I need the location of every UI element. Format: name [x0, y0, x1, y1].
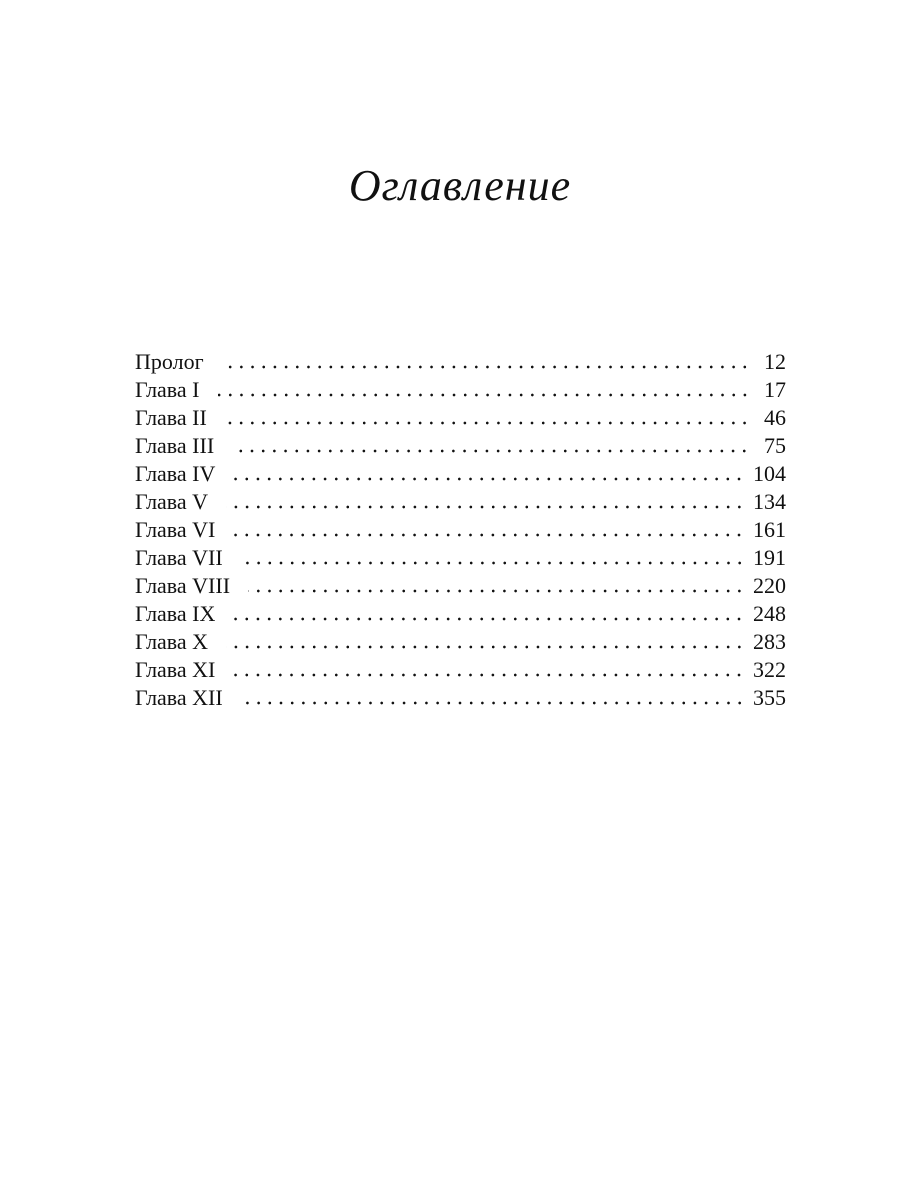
dot-leader	[241, 701, 745, 705]
toc-entry-page: 75	[764, 433, 786, 458]
toc-entry-page: 17	[764, 377, 786, 402]
toc-entry-label: Глава VII	[135, 545, 223, 570]
toc-entry[interactable]	[135, 600, 786, 628]
dot-leader	[225, 421, 750, 425]
toc-entry-label: Глава XII	[135, 685, 223, 710]
toc-entry[interactable]	[135, 376, 786, 404]
toc-entry-label: Глава IX	[135, 601, 216, 626]
dot-leader	[232, 449, 750, 453]
toc-entry-page: 46	[764, 405, 786, 430]
toc-entry-page: 134	[753, 489, 786, 514]
dot-leader	[233, 477, 745, 481]
toc-entry-page: 161	[753, 517, 786, 542]
dot-leader	[226, 505, 745, 509]
dot-leader	[233, 533, 745, 537]
toc-entry-page: 355	[753, 685, 786, 710]
toc-entry-page: 220	[753, 573, 786, 598]
toc-entry-label: Глава XI	[135, 657, 216, 682]
toc-entry-page: 322	[753, 657, 786, 682]
toc-entry-page: 248	[753, 601, 786, 626]
toc-entry-page: 12	[764, 349, 786, 374]
dot-leader	[222, 365, 750, 369]
toc-entry[interactable]	[135, 348, 786, 376]
toc-entry[interactable]	[135, 572, 786, 600]
toc-entry[interactable]	[135, 684, 786, 712]
toc-entry-page: 191	[753, 545, 786, 570]
toc-entry[interactable]	[135, 656, 786, 684]
toc-entry-label: Глава IV	[135, 461, 216, 486]
toc-entry-page: 104	[753, 461, 786, 486]
dot-leader	[241, 561, 745, 565]
dot-leader	[218, 393, 751, 397]
toc-entry[interactable]	[135, 432, 786, 460]
toc-entry[interactable]	[135, 404, 786, 432]
toc-entry[interactable]	[135, 460, 786, 488]
dot-leader	[226, 645, 745, 649]
toc-entry-label: Глава III	[135, 433, 215, 458]
toc-entry-page: 283	[753, 629, 786, 654]
toc-entry-label: Пролог	[135, 349, 204, 374]
dot-leader	[233, 673, 745, 677]
dot-leader	[233, 617, 745, 621]
dot-leader	[248, 589, 745, 593]
toc-entry[interactable]	[135, 488, 786, 516]
toc-entry[interactable]	[135, 628, 786, 656]
toc-entry-label: Глава VI	[135, 517, 216, 542]
page-title: Оглавление	[348, 161, 572, 210]
toc-entry[interactable]	[135, 544, 786, 572]
toc-entry-label: Глава I	[135, 377, 200, 402]
toc-entry-label: Глава X	[135, 629, 209, 654]
toc-entry-label: Глава V	[135, 489, 209, 514]
toc-entry-label: Глава VIII	[135, 573, 231, 598]
toc-entry[interactable]	[135, 516, 786, 544]
table-of-contents	[135, 348, 786, 712]
toc-entry-label: Глава II	[135, 405, 207, 430]
